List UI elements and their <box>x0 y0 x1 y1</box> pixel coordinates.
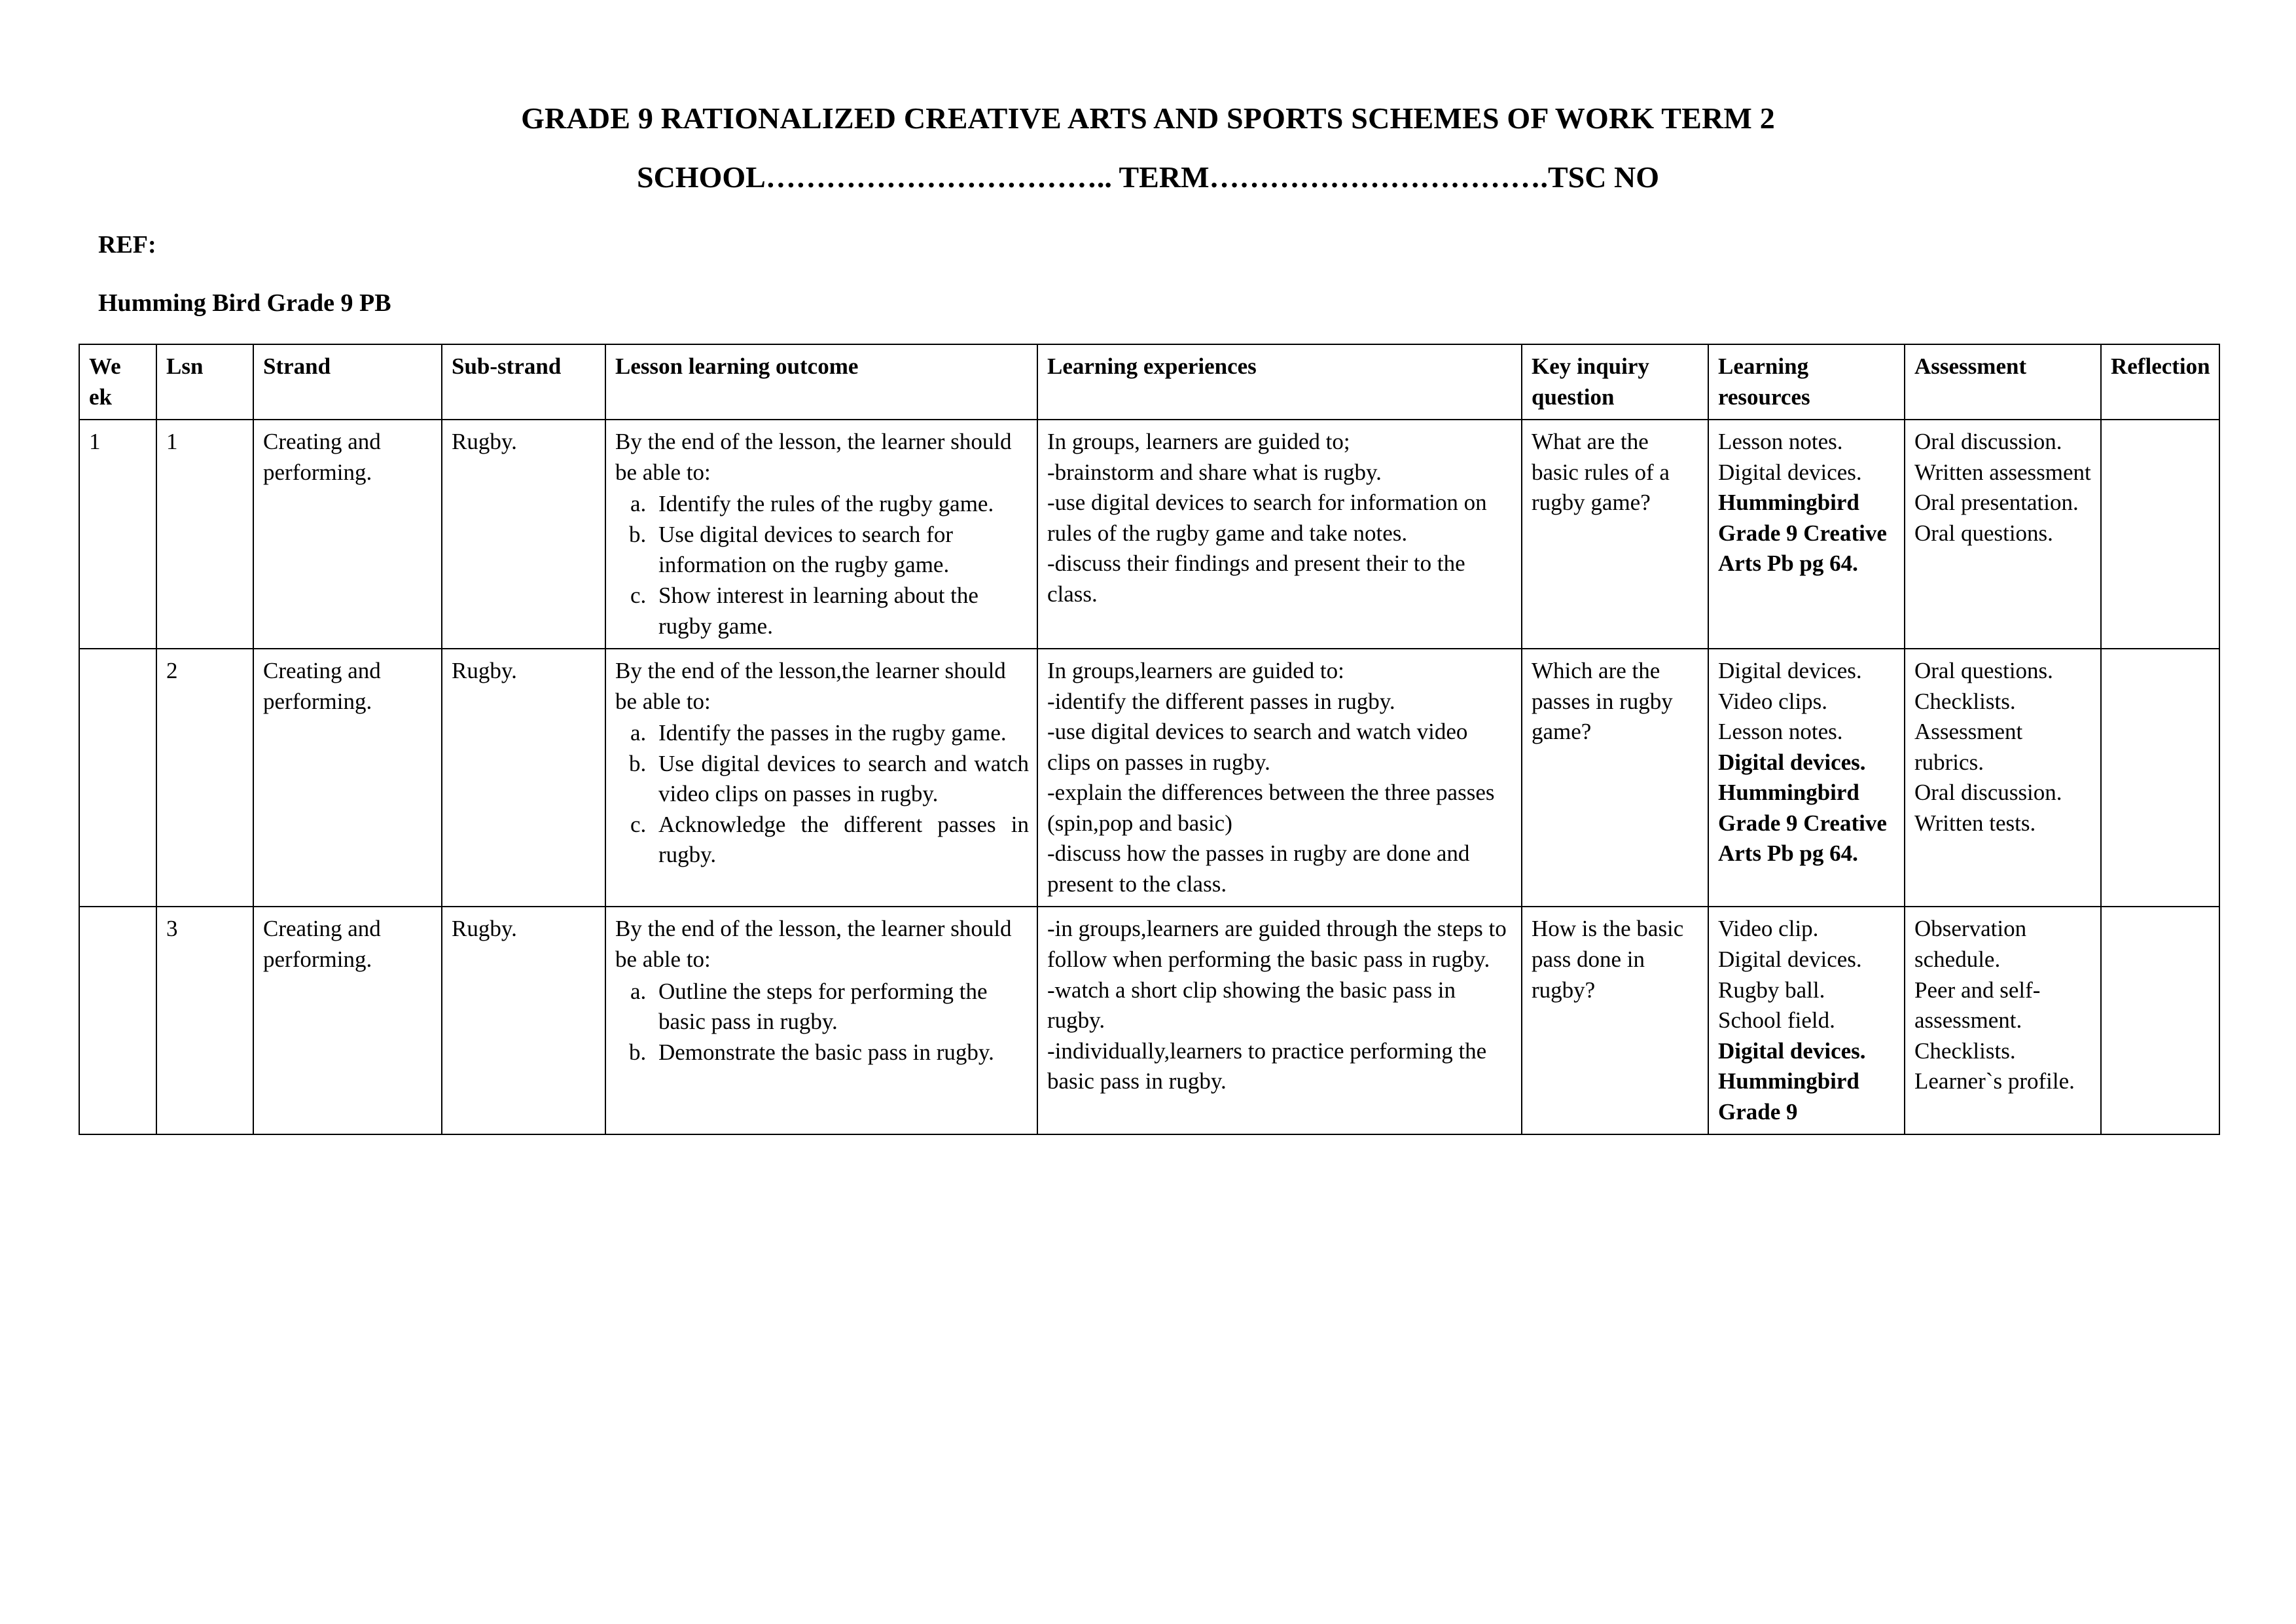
resource-line: Rugby ball. <box>1718 977 1825 1003</box>
page-title: GRADE 9 RATIONALIZED CREATIVE ARTS AND SPORTS SCHEMES OF WORK TERM 2 <box>521 101 1775 135</box>
column-header-strand: Strand <box>253 344 442 420</box>
cell-assessment <box>1905 649 2101 907</box>
resource-line: Hummingbird Grade 9 Creative Arts Pb pg 64. <box>1718 780 1887 867</box>
cell-key-inquiry-question: Which are the passes in rugby game? <box>1522 649 1708 907</box>
outcome-item: b. Use digital devices to search and watch video clips on passes in rugby. <box>652 749 1029 810</box>
outcome-list <box>615 977 1029 1068</box>
column-header-learning-experiences: Learning experiences <box>1037 344 1522 420</box>
page-subtitle: SCHOOL…………………………….. TERM…………………………….TSC NO <box>637 160 1659 194</box>
cell-strand: Creating and performing. <box>253 907 442 1134</box>
outcome-item: a. Outline the steps for performing the basic pass in rugby. <box>652 977 1029 1038</box>
experience-line: In groups,learners are guided to: <box>1047 658 1344 684</box>
table-row <box>79 420 2219 649</box>
cell-lesson-learning-outcome <box>605 907 1037 1134</box>
resource-line: Lesson notes. <box>1718 719 1843 745</box>
outcome-list <box>615 718 1029 871</box>
table-row <box>79 907 2219 1134</box>
resource-line: Digital devices. <box>1718 459 1862 485</box>
resource-line: Lesson notes. <box>1718 429 1843 455</box>
experience-line: -discuss their findings and present their to the class. <box>1047 550 1465 607</box>
column-header-assessment: Assessment <box>1905 344 2101 420</box>
column-header-week: We ek <box>79 344 156 420</box>
ref-book-title: Humming Bird Grade 9 PB <box>98 289 391 317</box>
cell-week: 1 <box>79 420 156 649</box>
table-header-row <box>79 344 2219 420</box>
assessment-line: Learner`s profile. <box>1914 1068 2075 1094</box>
cell-assessment <box>1905 907 2101 1134</box>
experience-line: -brainstorm and share what is rugby. <box>1047 459 1382 485</box>
experience-line: -discuss how the passes in rugby are done and present to the class. <box>1047 840 1470 897</box>
cell-key-inquiry-question: What are the basic rules of a rugby game? <box>1522 420 1708 649</box>
experience-line: -in groups,learners are guided through the steps to follow when performing the basic pass in rugby. <box>1047 916 1507 973</box>
outcome-item: c. Acknowledge the different passes in rugby. <box>652 810 1029 871</box>
cell-lsn: 1 <box>156 420 253 649</box>
table-body <box>79 420 2219 1134</box>
column-header-key-inquiry-question: Key inquiry question <box>1522 344 1708 420</box>
outcome-item: a. Identify the passes in the rugby game. <box>652 718 1029 749</box>
column-header-lesson-learning-outcome: Lesson learning outcome <box>605 344 1037 420</box>
resource-line: Digital devices. <box>1718 947 1862 973</box>
cell-week <box>79 907 156 1134</box>
cell-strand: Creating and performing. <box>253 649 442 907</box>
resource-line: School field. <box>1718 1007 1835 1034</box>
column-header-learning-resources: Learning resources <box>1708 344 1905 420</box>
cell-assessment <box>1905 420 2101 649</box>
assessment-line: Written tests. <box>1914 810 2036 836</box>
cell-lesson-learning-outcome <box>605 420 1037 649</box>
experience-line: -explain the differences between the three passes (spin,pop and basic) <box>1047 780 1495 836</box>
outcome-item: b. Demonstrate the basic pass in rugby. <box>652 1038 1029 1068</box>
outcome-item: c. Show interest in learning about the rugby game. <box>652 581 1029 641</box>
column-header-reflection: Reflection <box>2101 344 2219 420</box>
cell-substrand: Rugby. <box>442 649 605 907</box>
experience-line: -use digital devices to search for information on rules of the rugby game and take notes. <box>1047 490 1487 546</box>
resource-line: Hummingbird Grade 9 <box>1718 1068 1859 1125</box>
cell-strand: Creating and performing. <box>253 420 442 649</box>
cell-learning-experiences <box>1037 420 1522 649</box>
assessment-line: Checklists. <box>1914 688 2016 714</box>
experience-line: -watch a short clip showing the basic pass in rugby. <box>1047 977 1456 1034</box>
cell-learning-experiences <box>1037 649 1522 907</box>
assessment-line: Observation schedule. <box>1914 916 2027 973</box>
experience-line: In groups, learners are guided to; <box>1047 429 1350 455</box>
cell-reflection <box>2101 907 2219 1134</box>
cell-lsn: 3 <box>156 907 253 1134</box>
column-header-substrand: Sub-strand <box>442 344 605 420</box>
ref-label: REF: <box>98 231 156 259</box>
experience-line: -individually,learners to practice performing the basic pass in rugby. <box>1047 1038 1487 1094</box>
assessment-line: Assessment rubrics. <box>1914 719 2023 775</box>
cell-substrand: Rugby. <box>442 907 605 1134</box>
resource-line: Video clip. <box>1718 916 1819 942</box>
resource-line: Video clips. <box>1718 688 1828 714</box>
assessment-line: Oral questions. <box>1914 520 2053 546</box>
schemes-of-work-table <box>79 344 2220 1135</box>
resource-line: Digital devices. <box>1718 749 1866 775</box>
cell-lesson-learning-outcome <box>605 649 1037 907</box>
outcome-intro: By the end of the lesson,the learner should be able to: <box>615 658 1006 714</box>
resource-line: Hummingbird Grade 9 Creative Arts Pb pg 64. <box>1718 490 1887 577</box>
assessment-line: Peer and self-assessment. <box>1914 977 2041 1034</box>
outcome-intro: By the end of the lesson, the learner should be able to: <box>615 916 1012 973</box>
outcome-list <box>615 489 1029 641</box>
cell-learning-resources <box>1708 420 1905 649</box>
experience-line: -identify the different passes in rugby. <box>1047 688 1395 714</box>
outcome-intro: By the end of the lesson, the learner should be able to: <box>615 429 1012 485</box>
outcome-item: a. Identify the rules of the rugby game. <box>652 489 1029 520</box>
resource-line: Digital devices. <box>1718 1038 1866 1064</box>
column-header-lsn: Lsn <box>156 344 253 420</box>
outcome-item: b. Use digital devices to search for information on the rugby game. <box>652 520 1029 581</box>
experience-line: -use digital devices to search and watch video clips on passes in rugby. <box>1047 719 1468 775</box>
resource-line: Digital devices. <box>1718 658 1862 684</box>
assessment-line: Oral questions. <box>1914 658 2053 684</box>
cell-key-inquiry-question: How is the basic pass done in rugby? <box>1522 907 1708 1134</box>
assessment-line: Oral discussion. <box>1914 780 2062 806</box>
cell-substrand: Rugby. <box>442 420 605 649</box>
assessment-line: Oral discussion. <box>1914 429 2062 455</box>
cell-reflection <box>2101 649 2219 907</box>
table-row <box>79 649 2219 907</box>
cell-learning-resources <box>1708 649 1905 907</box>
cell-reflection <box>2101 420 2219 649</box>
assessment-line: Checklists. <box>1914 1038 2016 1064</box>
assessment-line: Written assessment <box>1914 459 2091 485</box>
cell-learning-experiences <box>1037 907 1522 1134</box>
cell-lsn: 2 <box>156 649 253 907</box>
assessment-line: Oral presentation. <box>1914 490 2079 516</box>
cell-learning-resources <box>1708 907 1905 1134</box>
cell-week <box>79 649 156 907</box>
